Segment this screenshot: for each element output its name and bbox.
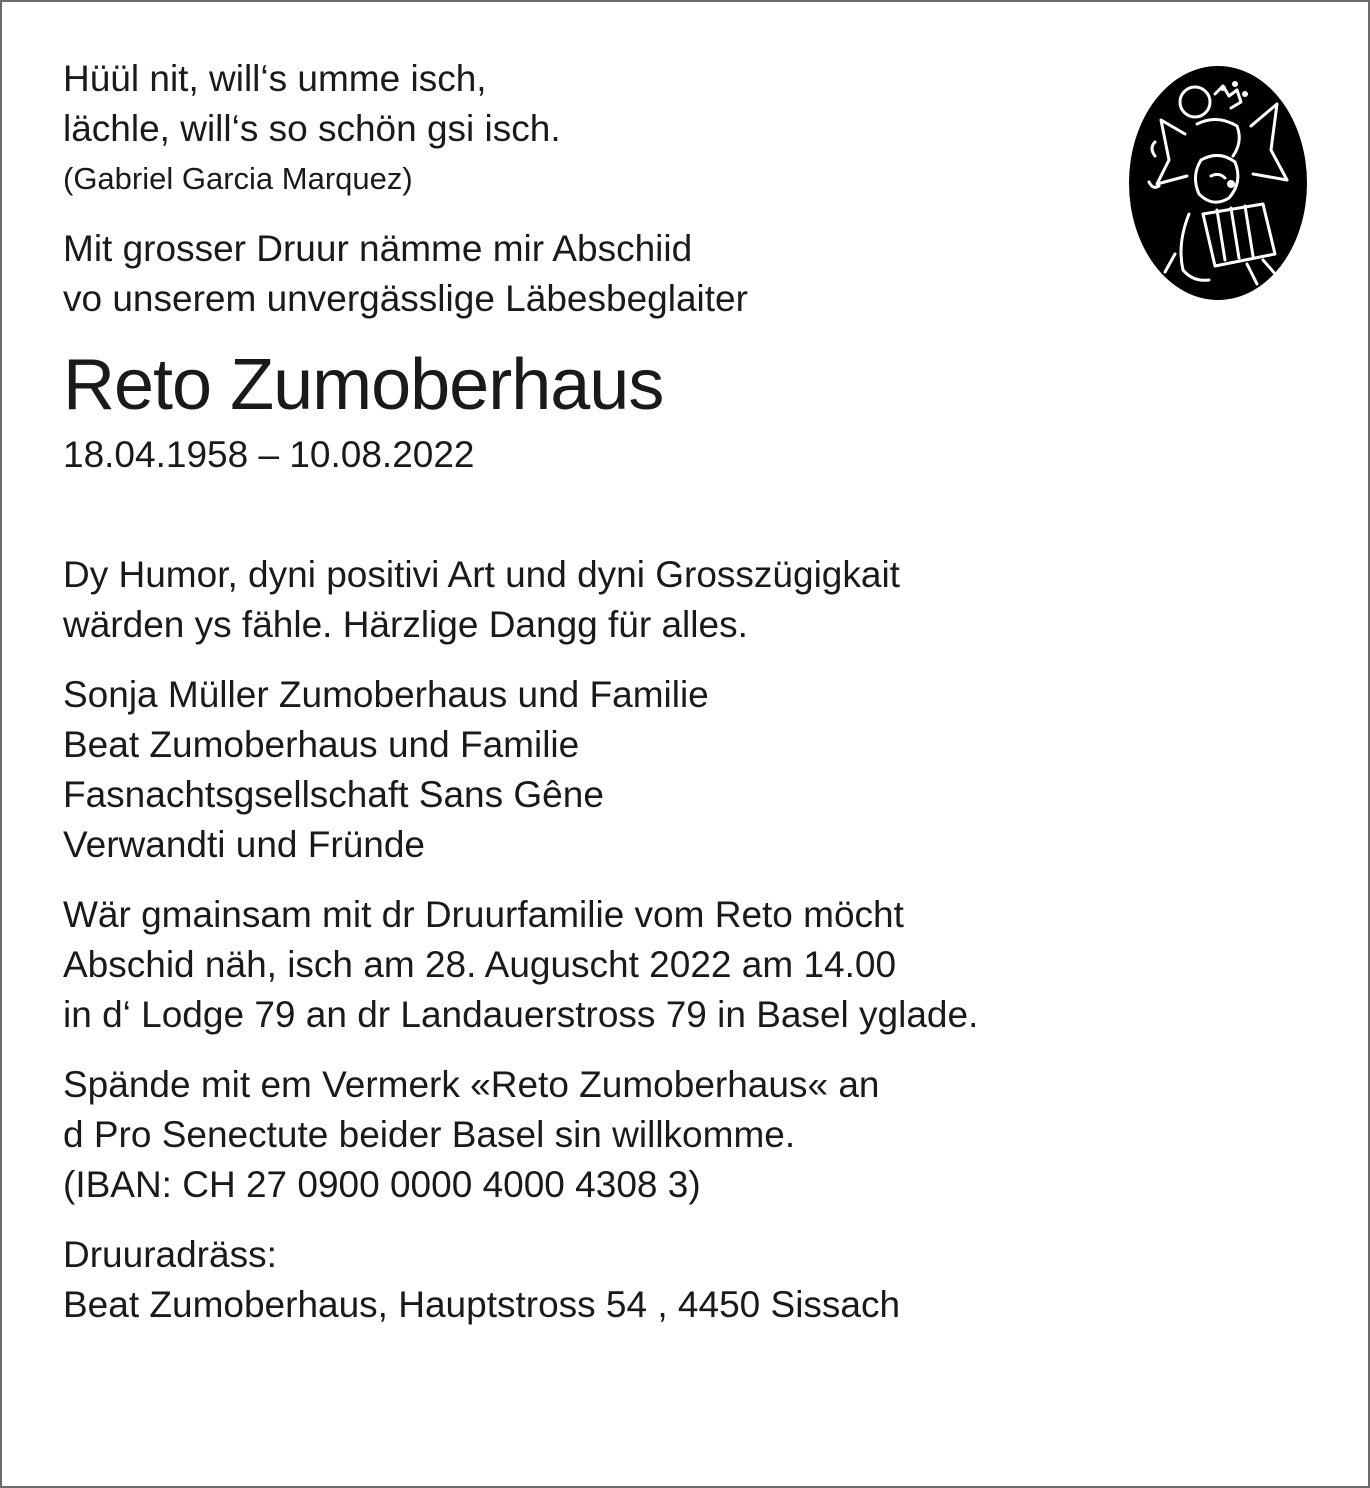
mourner-item: Beat Zumoberhaus und Familie [63, 724, 580, 765]
quote-line: Hüül nit, will‘s umme isch, [63, 58, 487, 99]
obituary-content [63, 54, 1103, 1330]
intro-line: vo unserem unvergässlige Läbesbeglaiter [63, 278, 748, 319]
tribute-line: wärden ys fähle. Härzlige Dangg für alles. [63, 604, 748, 645]
donations-iban: (IBAN: CH 27 0900 0000 4000 4308 3) [63, 1164, 701, 1205]
quote-block [63, 54, 1103, 204]
address-block [63, 1230, 1103, 1330]
quote-line: lächle, will‘s so schön gsi isch. [63, 108, 561, 149]
mourners-list [63, 670, 1103, 870]
quote-author: (Gabriel Garcia Marquez) [63, 161, 413, 196]
life-dates: 18.04.1958 – 10.08.2022 [63, 434, 475, 475]
ceremony-line: Wär gmainsam mit dr Druurfamilie vom Reto möcht [63, 894, 904, 935]
deceased-name: Reto Zumoberhaus [63, 345, 664, 425]
address-label: Druuradräss: [63, 1234, 277, 1275]
mourner-item: Fasnachtsgsellschaft Sans Gêne [63, 774, 604, 815]
donations-line: Spände mit em Vermerk «Reto Zumoberhaus« an [63, 1064, 880, 1105]
donations-block [63, 1060, 1103, 1210]
ceremony-block [63, 890, 1103, 1040]
ceremony-line: Abschid näh, isch am 28. Auguscht 2022 am 14.00 [63, 944, 897, 985]
intro-block [63, 224, 1103, 324]
tribute-block [63, 550, 1103, 650]
mourner-item: Sonja Müller Zumoberhaus und Familie [63, 674, 709, 715]
fasnacht-drummer-emblem-icon [1127, 64, 1309, 302]
intro-line: Mit grosser Druur nämme mir Abschiid [63, 228, 693, 269]
ceremony-line: in d‘ Lodge 79 an dr Landauerstross 79 in Basel yglade. [63, 994, 979, 1035]
mourner-item: Verwandti und Fründe [63, 824, 426, 865]
donations-line: d Pro Senectute beider Basel sin willkomme. [63, 1114, 796, 1155]
tribute-line: Dy Humor, dyni positivi Art und dyni Grosszügigkait [63, 554, 900, 595]
address-line: Beat Zumoberhaus, Hauptstross 54 , 4450 Sissach [63, 1284, 901, 1325]
